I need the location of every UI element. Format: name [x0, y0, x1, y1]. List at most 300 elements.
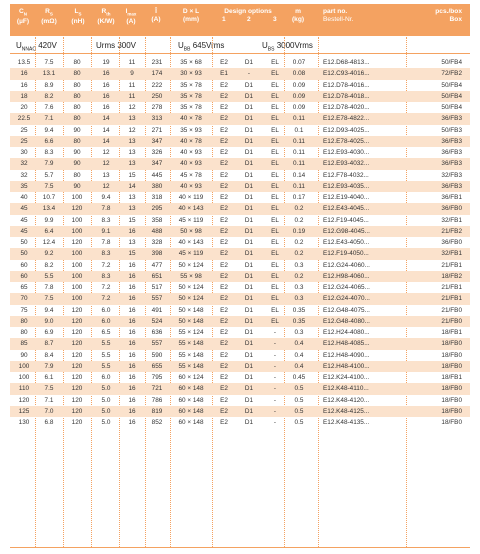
cell-imax: 16 [128, 284, 136, 291]
cell-partno: E12.E78-4822... [323, 115, 370, 123]
cell-opt3: EL [271, 317, 279, 325]
cell-imax: 16 [128, 374, 136, 381]
cell-rs: 9.9 [44, 216, 54, 224]
cell-dl: 50 × 98 [180, 227, 202, 235]
cell-ls: 80 [73, 92, 81, 100]
cell-opt2: D1 [244, 306, 254, 314]
cell-opt2: D1 [244, 149, 254, 156]
cell-opt1: E2 [220, 306, 228, 314]
cell-imax: 16 [128, 261, 136, 269]
cell-imax: 16 [128, 362, 136, 370]
cell-rth: 13 [102, 171, 110, 179]
cell-partno: E12.G24-4065... [323, 284, 370, 291]
cell-rth: 19 [102, 59, 110, 66]
cell-pcs: 36/FB3 [441, 115, 462, 123]
cell-dl: 35 × 93 [180, 126, 202, 134]
cell-rth: 5.0 [101, 385, 111, 393]
cell-ls: 120 [71, 374, 83, 381]
cell-rth: 14 [102, 137, 110, 145]
cell-m: 0.1 [294, 126, 304, 134]
cell-ls: 80 [73, 59, 81, 66]
table-row [10, 406, 470, 417]
cell-dl: 55 × 148 [178, 362, 204, 370]
cell-ls: 80 [73, 137, 81, 145]
cell-cn: 25 [20, 126, 28, 134]
cell-imax: 16 [128, 351, 136, 359]
cell-rth: 7.8 [101, 205, 111, 213]
table-row [10, 316, 470, 327]
cell-rs: 7.1 [44, 115, 54, 123]
cell-opt3: - [273, 385, 277, 393]
cell-ls: 120 [71, 340, 83, 348]
cell-rth: 7.2 [101, 284, 111, 291]
table-row [10, 338, 470, 349]
cell-pcs: 21/FB1 [441, 284, 462, 291]
table-row [10, 147, 470, 158]
cell-ls: 90 [73, 182, 81, 190]
table-row [10, 192, 470, 203]
cell-opt3: - [273, 407, 277, 415]
cell-opt2: D1 [244, 351, 254, 359]
header-m: m (kg) [291, 8, 305, 23]
cell-m: 0.11 [293, 149, 305, 156]
cell-opt1: E2 [220, 239, 228, 246]
cell-rs: 9.4 [44, 306, 54, 314]
cell-imax: 15 [128, 250, 136, 258]
table-row [10, 237, 470, 248]
cell-dl: 55 × 148 [178, 340, 204, 348]
header-imax: $I_{max}$ (A) [125, 8, 137, 26]
cell-rth: 7.2 [101, 295, 111, 303]
cell-imax: 16 [128, 396, 136, 404]
cell-cn: 50 [20, 250, 28, 258]
cell-rth: 8.3 [101, 250, 111, 258]
cell-dl: 50 × 124 [178, 295, 204, 303]
cell-opt3: EL [271, 81, 279, 89]
cell-opt2: D1 [244, 160, 254, 168]
cell-dl: 40 × 93 [180, 182, 202, 190]
table-row [10, 361, 470, 372]
table-row [10, 125, 470, 136]
cell-cn: 20 [20, 104, 28, 111]
cell-i: 380 [151, 182, 163, 190]
cell-ls: 80 [73, 115, 81, 123]
cell-opt2: D1 [244, 194, 254, 201]
cell-opt3: - [273, 362, 277, 370]
cell-pcs: 36/FB3 [441, 160, 462, 168]
cell-pcs: 32/FB1 [441, 216, 462, 224]
cell-m: 0.45 [292, 374, 306, 381]
cell-partno: E12.F78-4032... [323, 171, 369, 179]
cell-opt2: D1 [244, 396, 254, 404]
cell-rth: 14 [102, 126, 110, 134]
cell-opt1: E2 [220, 351, 228, 359]
cell-opt3: EL [271, 149, 279, 156]
cell-opt3: EL [271, 104, 279, 111]
header-rs: $R_S$ (mΩ) [41, 8, 57, 26]
header-pcs-box: pcs./box Box [435, 8, 462, 23]
cell-pcs: 21/FB0 [441, 317, 462, 325]
cell-opt1: E2 [220, 385, 228, 393]
cell-ls: 120 [71, 396, 83, 404]
cell-opt2: D1 [244, 385, 254, 393]
cell-opt3: EL [271, 250, 279, 258]
cell-opt2: D1 [244, 261, 254, 269]
cell-rs: 10.7 [42, 194, 56, 201]
cell-opt1: E2 [220, 160, 228, 168]
cell-ls: 80 [73, 81, 81, 89]
cell-m: 0.17 [292, 194, 306, 201]
cell-m: 0.2 [294, 205, 304, 213]
cell-m: 0.3 [294, 329, 304, 336]
cell-i: 819 [151, 407, 163, 415]
cell-m: 0.5 [294, 419, 304, 426]
cell-pcs: 21/FB1 [441, 295, 462, 303]
cell-m: 0.14 [292, 171, 306, 179]
cell-partno: E12.D93-4025... [323, 126, 370, 134]
table-row [10, 113, 470, 124]
cell-i: 651 [151, 272, 163, 280]
cell-opt3: EL [271, 92, 279, 100]
cell-opt2: D1 [244, 227, 254, 235]
cell-partno: E12.D68-4813... [323, 59, 370, 66]
table-row [10, 203, 470, 214]
cell-m: 0.4 [294, 340, 304, 348]
cell-m: 0.2 [294, 250, 304, 258]
cell-m: 0.3 [294, 295, 304, 303]
cell-i: 491 [151, 306, 163, 314]
cell-rth: 8.3 [101, 272, 111, 280]
cell-opt2: D1 [244, 205, 254, 213]
cell-cn: 45 [20, 216, 28, 224]
cell-opt2: D1 [244, 250, 254, 258]
cell-i: 222 [151, 81, 163, 89]
cell-m: 0.4 [294, 351, 304, 359]
cell-opt1: E2 [220, 171, 228, 179]
cell-rth: 7.2 [101, 261, 111, 269]
table-body [10, 57, 470, 428]
cell-ls: 120 [71, 407, 83, 415]
cell-imax: 11 [128, 92, 136, 100]
table-row [10, 57, 470, 68]
cell-imax: 16 [128, 385, 136, 393]
cell-rs: 7.5 [44, 182, 54, 190]
table-row [10, 260, 470, 271]
cell-pcs: 36/FB0 [441, 239, 462, 246]
table-row [10, 417, 470, 428]
cell-opt3: EL [271, 160, 279, 168]
cell-opt2: D1 [244, 419, 254, 426]
cell-rs: 13.4 [42, 205, 56, 213]
cell-opt3: EL [271, 272, 279, 280]
cell-opt1: E2 [220, 396, 228, 404]
cell-opt1: E2 [220, 149, 228, 156]
cell-imax: 13 [128, 194, 136, 201]
table-row [10, 102, 470, 113]
cell-rs: 8.2 [44, 261, 54, 269]
cell-imax: 11 [128, 59, 136, 66]
cell-rth: 6.0 [101, 306, 111, 314]
cell-dl: 50 × 148 [178, 306, 204, 314]
cell-pcs: 18/FB0 [441, 407, 462, 415]
cell-rs: 5.7 [44, 171, 54, 179]
cell-partno: E12.C93-4016... [323, 70, 370, 78]
cell-opt3: EL [271, 306, 279, 314]
table-row [10, 136, 470, 147]
cell-rth: 9.4 [101, 194, 111, 201]
cell-partno: E12.G24-4070... [323, 295, 370, 303]
cell-cn: 18 [20, 92, 28, 100]
cell-partno: E12.D78-4020... [323, 104, 370, 111]
cell-opt2: D1 [244, 329, 254, 336]
cell-cn: 16 [20, 70, 28, 78]
cell-pcs: 18/FB0 [441, 419, 462, 426]
cell-partno: E12.E78-4025... [323, 137, 370, 145]
cell-i: 358 [151, 216, 163, 224]
cell-rs: 8.9 [44, 81, 54, 89]
cell-opt3: EL [271, 295, 279, 303]
cell-i: 795 [151, 374, 163, 381]
cell-ls: 120 [71, 239, 83, 246]
cell-rth: 16 [102, 70, 110, 78]
cell-rs: 6.6 [44, 137, 54, 145]
cell-rth: 9.1 [101, 227, 111, 235]
cell-partno: E12.K48-4125... [323, 407, 370, 415]
cell-i: 174 [151, 70, 163, 78]
cell-imax: 16 [128, 227, 136, 235]
cell-i: 313 [151, 115, 163, 123]
cell-ls: 80 [73, 171, 81, 179]
cell-ls: 120 [71, 317, 83, 325]
cell-ls: 100 [71, 250, 83, 258]
cell-opt3: - [273, 396, 277, 404]
cell-m: 0.2 [294, 272, 304, 280]
cell-rth: 16 [102, 104, 110, 111]
cell-partno: E12.G98-4045... [323, 227, 370, 235]
cell-rth: 6.0 [101, 374, 111, 381]
cell-pcs: 50/FB4 [441, 92, 462, 100]
cell-pcs: 18/FB0 [441, 340, 462, 348]
cell-opt2: D1 [244, 171, 254, 179]
cell-i: 278 [151, 104, 163, 111]
cell-opt1: E2 [220, 362, 228, 370]
cell-i: 524 [151, 317, 163, 325]
cell-dl: 40 × 93 [180, 160, 202, 168]
cell-opt2: D1 [244, 137, 254, 145]
table-row [10, 170, 470, 181]
cell-imax: 13 [128, 115, 136, 123]
cell-opt1: E2 [220, 284, 228, 291]
cell-partno: E12.G48-4080... [323, 317, 370, 325]
cell-opt2: D1 [244, 81, 254, 89]
cell-opt1: E1 [220, 70, 228, 78]
cell-i: 398 [151, 250, 163, 258]
cell-opt2: D1 [244, 92, 254, 100]
cell-ls: 90 [73, 160, 81, 168]
cell-rth: 12 [102, 149, 110, 156]
cell-ls: 100 [71, 216, 83, 224]
cell-m: 0.5 [294, 407, 304, 415]
cell-opt2: D1 [244, 374, 254, 381]
cell-rth: 12 [102, 182, 110, 190]
cell-ls: 120 [71, 329, 83, 336]
cell-cn: 30 [20, 149, 28, 156]
cell-opt1: E2 [220, 407, 228, 415]
cell-opt3: EL [271, 205, 279, 213]
cell-cn: 16 [20, 81, 28, 89]
cell-opt2: D1 [244, 407, 254, 415]
table-row [10, 293, 470, 304]
cell-pcs: 36/FB3 [441, 149, 462, 156]
cell-imax: 13 [128, 160, 136, 168]
cell-partno: E12.G48-4075... [323, 306, 370, 314]
cell-opt2: D1 [244, 126, 254, 134]
cell-dl: 60 × 124 [178, 374, 204, 381]
cell-cn: 80 [20, 317, 28, 325]
cell-rs: 7.5 [44, 59, 54, 66]
cell-ls: 100 [71, 295, 83, 303]
cell-opt2: D1 [244, 216, 254, 224]
cell-pcs: 18/FB2 [441, 272, 462, 280]
cell-i: 557 [151, 295, 163, 303]
cell-dl: 60 × 148 [178, 407, 204, 415]
cell-imax: 13 [128, 137, 136, 145]
cell-i: 231 [151, 59, 163, 66]
table-row [10, 395, 470, 406]
cell-cn: 22.5 [17, 115, 31, 123]
cell-opt1: E2 [220, 126, 228, 134]
cell-cn: 125 [18, 407, 30, 415]
cell-opt3: EL [271, 137, 279, 145]
rated-unnac: $U_{NNAC}$ 420V [16, 41, 57, 53]
cell-pcs: 36/FB3 [441, 137, 462, 145]
cell-m: 0.5 [294, 385, 304, 393]
cell-i: 347 [151, 160, 163, 168]
cell-imax: 12 [128, 126, 136, 134]
cell-opt3: EL [271, 59, 279, 66]
cell-opt3: - [273, 329, 277, 336]
cell-rth: 12 [102, 160, 110, 168]
cell-opt3: - [273, 419, 277, 426]
cell-imax: 13 [128, 205, 136, 213]
cell-opt3: EL [271, 239, 279, 246]
cell-pcs: 18/FB0 [441, 362, 462, 370]
cell-dl: 55 × 124 [178, 329, 204, 336]
cell-rs: 7.0 [44, 407, 54, 415]
cell-m: 0.09 [292, 92, 306, 100]
cell-partno: E12.E93-4032... [323, 160, 370, 168]
cell-dl: 35 × 78 [180, 104, 202, 111]
cell-partno: E12.E43-4045... [323, 205, 370, 213]
cell-imax: 16 [128, 272, 136, 280]
cell-cn: 90 [20, 351, 28, 359]
cell-opt3: - [273, 374, 277, 381]
cell-i: 721 [151, 385, 163, 393]
cell-imax: 16 [128, 340, 136, 348]
cell-opt2: D1 [244, 284, 254, 291]
header-rth: $R_{th}$ (K/W) [97, 8, 115, 26]
cell-imax: 11 [128, 81, 136, 89]
header-cn: $C_N$ (µF) [16, 8, 30, 26]
cell-pcs: 18/FB1 [441, 329, 462, 336]
cell-cn: 40 [20, 194, 28, 201]
cell-cn: 60 [20, 261, 28, 269]
cell-cn: 70 [20, 295, 28, 303]
cell-ls: 120 [71, 351, 83, 359]
cell-opt1: E2 [220, 419, 228, 426]
cell-opt1: E2 [220, 216, 228, 224]
cell-imax: 16 [128, 295, 136, 303]
cell-rs: 8.2 [44, 92, 54, 100]
cell-ls: 120 [71, 205, 83, 213]
cell-opt2: D1 [244, 239, 254, 246]
cell-opt1: E2 [220, 340, 228, 348]
cell-dl: 40 × 78 [180, 115, 202, 123]
cell-opt3: EL [271, 194, 279, 201]
table-row [10, 91, 470, 102]
cell-m: 0.3 [294, 284, 304, 291]
cell-opt1: E2 [220, 272, 228, 280]
cell-opt1: E2 [220, 137, 228, 145]
cell-i: 517 [151, 284, 163, 291]
table-row [10, 282, 470, 293]
cell-rth: 7.8 [101, 239, 111, 246]
cell-dl: 50 × 124 [178, 284, 204, 291]
cell-imax: 16 [128, 419, 136, 426]
cell-opt1: E2 [220, 92, 228, 100]
table-row [10, 68, 470, 79]
cell-cn: 25 [20, 137, 28, 145]
cell-ls: 100 [71, 272, 83, 280]
cell-rs: 5.5 [44, 272, 54, 280]
cell-partno: E12.E43-4050... [323, 239, 370, 246]
cell-cn: 110 [18, 385, 30, 393]
cell-opt3: EL [271, 70, 279, 78]
cell-rth: 6.5 [101, 329, 111, 336]
cell-m: 0.07 [292, 59, 306, 66]
cell-opt2: D1 [244, 272, 254, 280]
cell-m: 0.11 [293, 115, 305, 123]
cell-rs: 9.2 [44, 250, 54, 258]
cell-i: 477 [151, 261, 163, 269]
cell-i: 636 [151, 329, 163, 336]
cell-m: 0.35 [292, 317, 306, 325]
cell-imax: 12 [128, 104, 136, 111]
cell-imax: 16 [128, 329, 136, 336]
cell-opt3: EL [271, 227, 279, 235]
cell-opt2: D1 [244, 295, 254, 303]
cell-rs: 6.1 [44, 374, 54, 381]
header-ls: $L_S$ (nH) [71, 8, 85, 26]
cell-m: 0.11 [293, 160, 305, 168]
cell-m: 0.2 [294, 239, 304, 246]
cell-opt1: E2 [220, 115, 228, 123]
cell-cn: 13.5 [17, 59, 31, 66]
cell-opt1: E2 [220, 194, 228, 201]
cell-opt2: D1 [244, 317, 254, 325]
cell-imax: 13 [128, 239, 136, 246]
cell-rth: 6.0 [101, 317, 111, 325]
cell-pcs: 18/FB0 [441, 351, 462, 359]
cell-pcs: 32/FB1 [441, 250, 462, 258]
cell-rth: 5.0 [101, 407, 111, 415]
cell-pcs: 18/FB0 [441, 396, 462, 404]
cell-pcs: 50/FB4 [441, 59, 462, 66]
cell-rth: 14 [102, 115, 110, 123]
cell-ls: 90 [73, 149, 81, 156]
cell-rth: 5.5 [101, 340, 111, 348]
cell-rth: 16 [102, 81, 110, 89]
